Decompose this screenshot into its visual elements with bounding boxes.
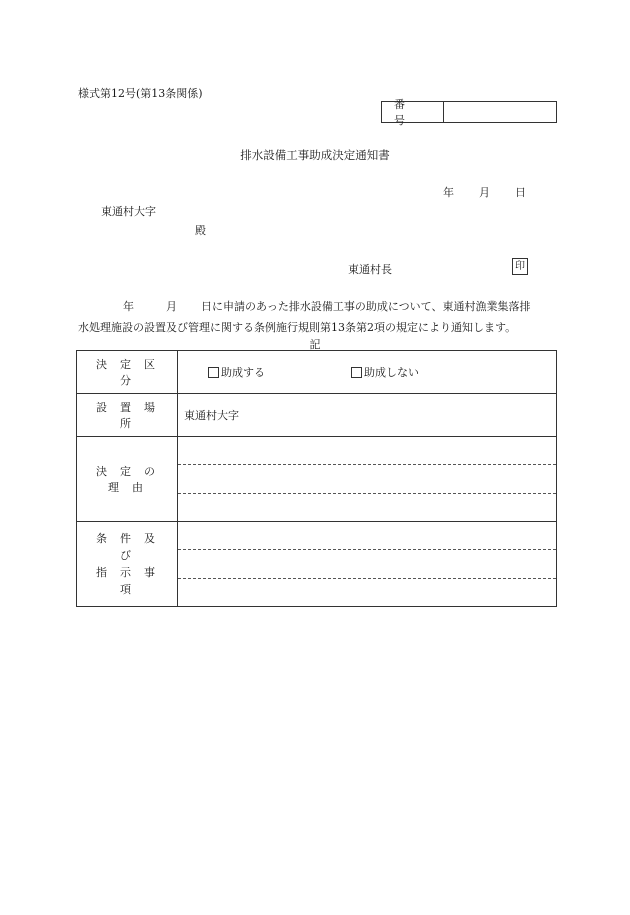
reason-line-3[interactable] — [178, 494, 556, 521]
seal-stamp: 印 — [512, 258, 528, 275]
document-number-label: 番号 — [382, 102, 444, 122]
conditions-row — [77, 522, 557, 607]
date-line — [443, 184, 526, 200]
conditions-cell[interactable] — [178, 522, 557, 607]
conditions-line-1[interactable] — [178, 522, 556, 550]
addressee-village: 東通村大字 — [101, 205, 156, 218]
decision-table — [76, 350, 557, 607]
notice-body — [78, 296, 568, 338]
date-year: 年 — [443, 186, 454, 199]
location-value: 東通村大字 — [184, 409, 239, 422]
reason-label: 決定の理由 — [77, 437, 178, 522]
issuer-name: 東通村長 — [348, 263, 392, 276]
notice-line-1 — [78, 296, 568, 317]
decision-row — [77, 351, 557, 394]
reason-line-2[interactable] — [178, 465, 556, 493]
option-no-grant[interactable] — [351, 364, 419, 380]
option-no-grant-label: 助成しない — [364, 366, 419, 379]
checkbox-grant[interactable] — [208, 367, 219, 378]
document-title: 排水設備工事助成決定通知書 — [240, 148, 390, 162]
document-number-field[interactable] — [444, 102, 556, 122]
conditions-line-2[interactable] — [178, 550, 556, 578]
conditions-label — [77, 522, 178, 607]
conditions-label-line-1: 条件及び — [96, 532, 168, 562]
reason-cell[interactable] — [178, 437, 557, 522]
decision-label: 決定区分 — [77, 351, 178, 394]
ki-label: 記 — [309, 338, 321, 351]
decision-cell — [178, 351, 557, 394]
option-grant[interactable] — [208, 364, 265, 380]
form-number: 様式第12号(第13条関係) — [78, 87, 203, 100]
checkbox-no-grant[interactable] — [351, 367, 362, 378]
notice-line-1-text: 日に申請のあった排水設備工事の助成について、東通村漁業集落排 — [201, 300, 531, 313]
location-cell[interactable] — [178, 394, 557, 437]
addressee-honorific: 殿 — [195, 224, 206, 237]
option-grant-label: 助成する — [221, 366, 265, 379]
notice-year: 年 — [123, 300, 134, 313]
document-number-box — [381, 98, 557, 127]
conditions-label-line-2: 指示事項 — [96, 566, 168, 596]
date-day: 日 — [515, 186, 526, 199]
reason-line-1[interactable] — [178, 437, 556, 465]
notice-line-2: 水処理施設の設置及び管理に関する条例施行規則第13条第2項の規定により通知します。 — [78, 321, 517, 334]
reason-row — [77, 437, 557, 522]
location-label: 設置場所 — [77, 394, 178, 437]
date-month: 月 — [479, 186, 490, 199]
location-row — [77, 394, 557, 437]
conditions-line-3[interactable] — [178, 579, 556, 606]
notice-month: 月 — [166, 300, 177, 313]
